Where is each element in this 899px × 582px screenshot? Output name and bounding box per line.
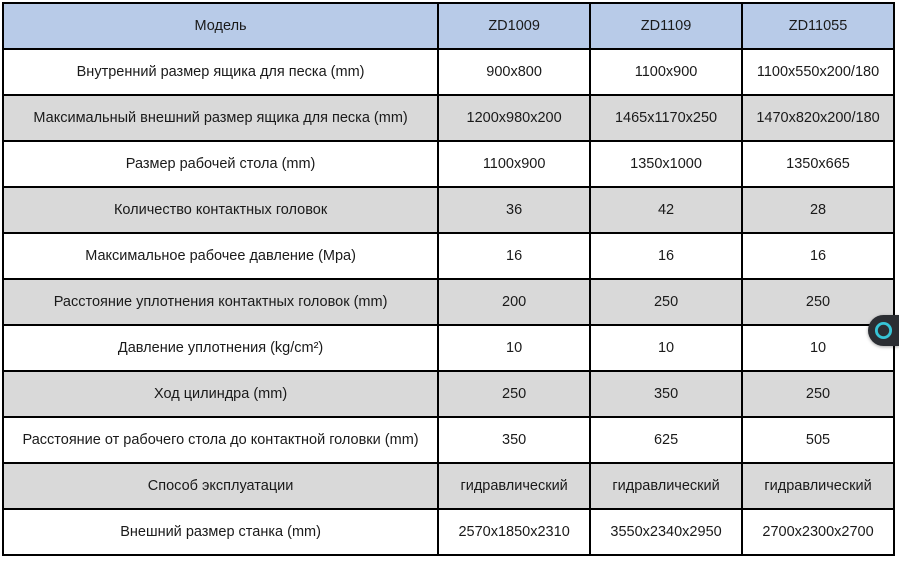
row-label-cell: Ход цилиндра (mm) (3, 371, 438, 417)
table-header-row (3, 3, 894, 49)
value-cell: 505 (742, 417, 894, 463)
value-cell: гидравлический (590, 463, 742, 509)
row-label-cell: Внешний размер станка (mm) (3, 509, 438, 555)
table-row (3, 95, 894, 141)
value-cell: 1470x820x200/180 (742, 95, 894, 141)
row-label-cell: Максимальный внешний размер ящика для песка (mm) (3, 95, 438, 141)
table-row (3, 371, 894, 417)
value-cell: гидравлический (742, 463, 894, 509)
value-cell: 1350x1000 (590, 141, 742, 187)
value-cell: 3550x2340x2950 (590, 509, 742, 555)
header-model-cell: ZD1109 (590, 3, 742, 49)
value-cell: 1100x550x200/180 (742, 49, 894, 95)
table-row (3, 509, 894, 555)
value-cell: 36 (438, 187, 590, 233)
row-label-cell: Способ эксплуатации (3, 463, 438, 509)
value-cell: 350 (590, 371, 742, 417)
table-row (3, 417, 894, 463)
target-ring-icon (874, 321, 893, 340)
row-label-cell: Максимальное рабочее давление (Mpa) (3, 233, 438, 279)
value-cell: 10 (742, 325, 894, 371)
value-cell: 1100x900 (438, 141, 590, 187)
value-cell: 1200x980x200 (438, 95, 590, 141)
header-model-cell: ZD1009 (438, 3, 590, 49)
value-cell: 2570x1850x2310 (438, 509, 590, 555)
row-label-cell: Количество контактных головок (3, 187, 438, 233)
value-cell: 1350x665 (742, 141, 894, 187)
value-cell: 1100x900 (590, 49, 742, 95)
specifications-table (2, 2, 895, 556)
value-cell: 1465x1170x250 (590, 95, 742, 141)
header-model-cell: ZD11055 (742, 3, 894, 49)
table-row (3, 279, 894, 325)
value-cell: 42 (590, 187, 742, 233)
value-cell: 16 (590, 233, 742, 279)
value-cell: 250 (742, 279, 894, 325)
table-row (3, 141, 894, 187)
row-label-cell: Внутренний размер ящика для песка (mm) (3, 49, 438, 95)
value-cell: 16 (742, 233, 894, 279)
value-cell: 10 (590, 325, 742, 371)
value-cell: 2700x2300x2700 (742, 509, 894, 555)
value-cell: 10 (438, 325, 590, 371)
row-label-cell: Расстояние уплотнения контактных головок (mm) (3, 279, 438, 325)
header-label-cell: Модель (3, 3, 438, 49)
row-label-cell: Давление уплотнения (kg/cm²) (3, 325, 438, 371)
floating-assistant-button[interactable] (868, 315, 899, 346)
table-row (3, 187, 894, 233)
row-label-cell: Размер рабочей стола (mm) (3, 141, 438, 187)
table-row (3, 49, 894, 95)
table-row (3, 325, 894, 371)
table-row (3, 233, 894, 279)
value-cell: 28 (742, 187, 894, 233)
row-label-cell: Расстояние от рабочего стола до контактной головки (mm) (3, 417, 438, 463)
table-row (3, 463, 894, 509)
value-cell: 16 (438, 233, 590, 279)
value-cell: 250 (590, 279, 742, 325)
value-cell: 200 (438, 279, 590, 325)
value-cell: 350 (438, 417, 590, 463)
value-cell: 250 (438, 371, 590, 417)
value-cell: гидравлический (438, 463, 590, 509)
value-cell: 900x800 (438, 49, 590, 95)
value-cell: 625 (590, 417, 742, 463)
value-cell: 250 (742, 371, 894, 417)
